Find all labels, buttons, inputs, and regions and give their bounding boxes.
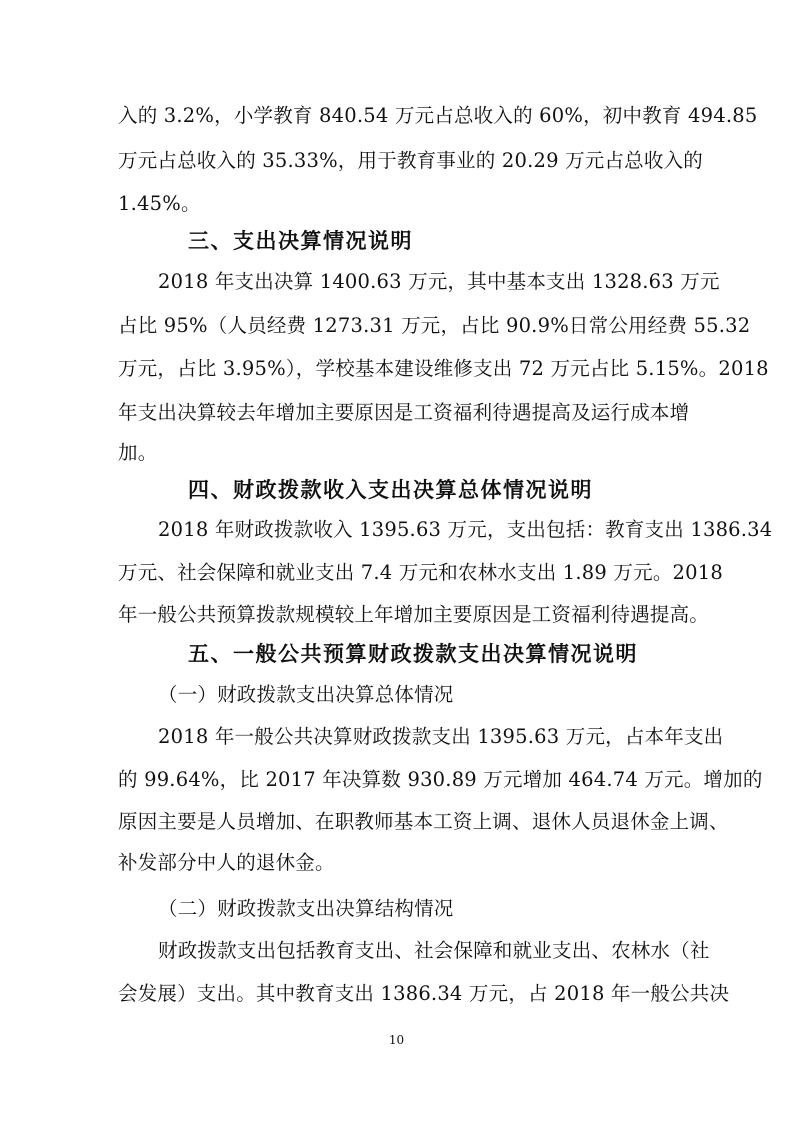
paragraph-line: 会发展）支出。其中教育支出 1386.34 万元，占 2018 年一般公共决	[118, 982, 730, 1005]
page-number: 10	[388, 1033, 405, 1047]
paragraph-line: 占比 95%（人员经费 1273.31 万元，占比 90.9%日常公用经费 55.32	[118, 314, 751, 337]
paragraph-line: 原因主要是人员增加、在职教师基本工资上调、退休人员退休金上调、	[118, 810, 729, 833]
paragraph-line: 年一般公共预算拨款规模较上年增加主要原因是工资福利待遇提高。	[118, 603, 710, 626]
subsection-heading-2: （二）财政拨款支出决算结构情况	[158, 897, 454, 920]
paragraph-line: 加。	[118, 441, 158, 464]
paragraph-line: 万元占总收入的 35.33%，用于教育事业的 20.29 万元占总收入的	[118, 149, 703, 172]
paragraph-line: 2018 年财政拨款收入 1395.63 万元，支出包括：教育支出 1386.34	[158, 518, 773, 541]
paragraph-line: 的 99.64%，比 2017 年决算数 930.89 万元增加 464.74 万元。增加的	[118, 768, 763, 791]
paragraph-line: 万元、社会保障和就业支出 7.4 万元和农林水支出 1.89 万元。2018	[118, 561, 723, 584]
section-heading-4: 四、财政拨款收入支出决算总体情况说明	[188, 478, 593, 502]
paragraph-line: 2018 年一般公共决算财政拨款支出 1395.63 万元，占本年支出	[158, 725, 724, 748]
section-heading-3: 三、支出决算情况说明	[188, 229, 413, 253]
paragraph-line: 万元，占比 3.95%），学校基本建设维修支出 72 万元占比 5.15%。2018	[118, 357, 769, 380]
section-heading-5: 五、一般公共预算财政拨款支出决算情况说明	[188, 642, 638, 666]
subsection-heading-1: （一）财政拨款支出决算总体情况	[158, 683, 454, 706]
paragraph-line: 补发部分中人的退休金。	[118, 851, 335, 874]
paragraph-line: 入的 3.2%，小学教育 840.54 万元占总收入的 60%，初中教育 494.85	[118, 104, 758, 127]
paragraph-line: 年支出决算较去年增加主要原因是工资福利待遇提高及运行成本增	[118, 401, 690, 424]
paragraph-line: 1.45%。	[118, 192, 201, 215]
paragraph-line: 2018 年支出决算 1400.63 万元，其中基本支出 1328.63 万元	[158, 270, 720, 293]
paragraph-line: 财政拨款支出包括教育支出、社会保障和就业支出、农林水（社	[158, 939, 710, 962]
